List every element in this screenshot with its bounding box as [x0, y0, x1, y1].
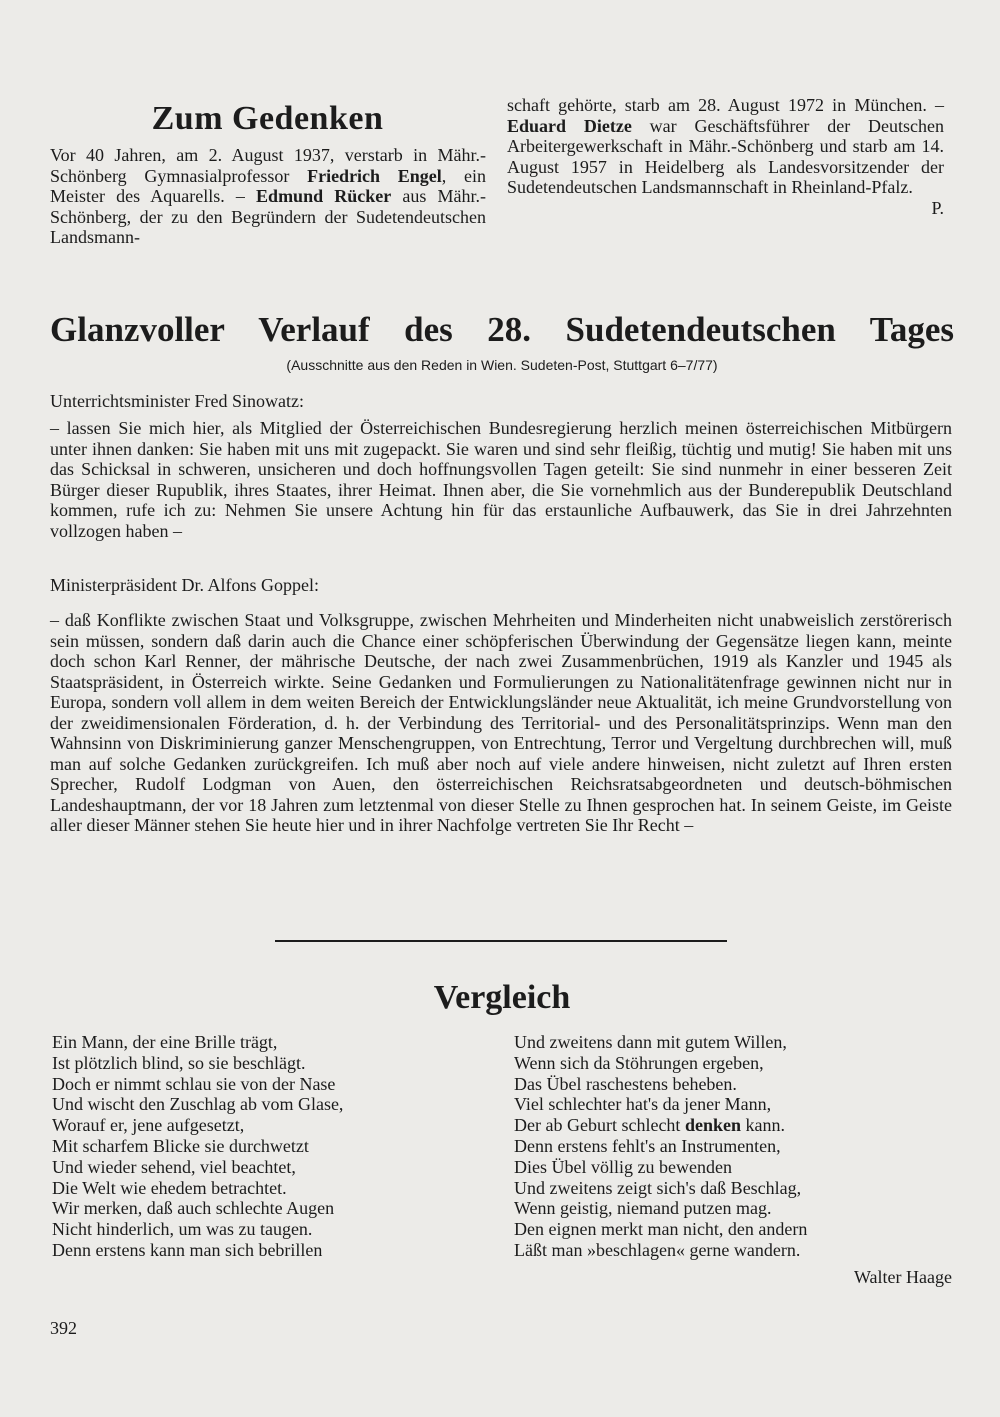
poem-line: Wenn geistig, niemand putzen mag. — [514, 1198, 772, 1219]
poem-line — [514, 1115, 807, 1136]
gedenken-column-left — [50, 145, 486, 248]
glanz-title: Glanzvoller Verlauf des 28. Sudetendeutschen Tages — [50, 310, 954, 349]
poem-text: Der ab Geburt schlecht — [514, 1115, 685, 1136]
speech-goppel: – daß Konflikte zwischen Staat und Volksgruppe, zwischen Mehrheiten und Minderheiten nicht unabweislich zerstörerisch sein müssen, sondern daß darin auch die Chance einer schöpferischen Überwindung der Gegensätze liegen kann, meinte doch schon Karl Renner, der mährische Deutsche, der nach zwei Zusammenbrüchen, 1919 als Kanzler und 1945 als Staatspräsident, in Österreich wirkte. Seine Gedanken und Formulierungen zu Nationalitätenfrage gewinnen nicht nur in Europa, sondern voll allem in dem weiten Bereich der Entwicklungsländer neue Aktualität, ich meine Grundvorstellung von der zweidimensionalen Förderation, d. h. der Verbindung des Territorial- und des Personalitätsprinzips. Wenn man den Wahnsinn von Diskriminierung ganzer Menschengruppen, von Entrechtung, Terror und Vergeltung durchbrechen will, muß man auf solche Gedanken zurückgreifen. Ich muß aber noch auf viele andere hinweisen, nicht zuletzt auf Ihren ersten Sprecher, Rudolf Lodgman von Auen, den österreichischen Reichsratsabgeordneten und deutsch-böhmischen Landeshauptmann, der vor 18 Jahren zum letztenmal von dieser Stelle zu Ihnen gesprochen hat. In seinem Geiste, im Geiste aller dieser Männer stehen Sie heute hier und in ihrer Nachfolge vertreten Sie Ihr Recht – — [50, 610, 952, 835]
poem-left-column — [52, 1032, 343, 1261]
gedenken-title: Zum Gedenken — [151, 100, 384, 137]
name-eduard-dietze: Eduard Dietze — [507, 115, 632, 136]
name-edmund-ruecker: Edmund Rücker — [256, 186, 392, 206]
gedenken-text: aus Mähr.-Schönberg, der zu den Begründern der Sudetendeutschen Landsmann- — [50, 186, 487, 247]
poem-right-column — [514, 1032, 807, 1261]
poem-line: Wenn sich da Stöhrungen ergeben, — [514, 1052, 764, 1073]
section-divider — [275, 940, 727, 942]
poem-bold-word: denken — [684, 1115, 741, 1136]
poem-line: Mit scharfem Blicke sie durchwetzt — [52, 1135, 309, 1156]
poem-line: Ein Mann, der eine Brille trägt, — [52, 1032, 278, 1052]
poem-text: kann. — [740, 1115, 785, 1136]
gedenken-text: schaft gehörte, starb am 28. August 1972 in München. – — [507, 95, 944, 115]
poem-author: Walter Haage — [854, 1267, 952, 1287]
poem-line: Wir merken, daß auch schlechte Augen — [52, 1198, 335, 1219]
vergleich-title: Vergleich — [433, 979, 571, 1016]
poem-line: Ist plötzlich blind, so sie beschlägt. — [52, 1052, 306, 1073]
speech-sinowatz: – lassen Sie mich hier, als Mitglied der Österreichischen Bundesregierung herzlich meinen österreichischen Mitbürgern unter ihnen danken: Sie haben mit uns mit zugepackt. Sie waren und sind sehr fleißig, tüchtig und mutig! Sie haben mit uns das Schicksal in schweren, unsicheren und doch hoffnungsvollen Tagen geteilt: Sie sind nunmehr in einer besseren Zeit Bürger dieser Rupublik, ihres Staates, ihrer Heimat. Ihnen aber, die Sie vornehmlich aus der Bunderepublik Deutschland kommen, rufe ich zu: Nehmen Sie unsere Achtung hin für das erstaunliche Aufbauwerk, das Sie in drei Jahrzehnten vollzogen haben – — [50, 418, 952, 541]
poem-line: Viel schlechter hat's da jener Mann, — [514, 1094, 772, 1115]
poem-line: Die Welt wie ehedem betrachtet. — [52, 1177, 287, 1198]
gedenken-signature: P. — [931, 197, 944, 218]
gedenken-column-right — [507, 95, 944, 218]
speaker-sinowatz: Unterrichtsminister Fred Sinowatz: — [50, 391, 304, 411]
poem-line: Worauf er, jene aufgesetzt, — [52, 1115, 245, 1136]
poem-line: Nicht hinderlich, um was zu taugen. — [52, 1219, 313, 1240]
speaker-goppel: Ministerpräsident Dr. Alfons Goppel: — [50, 575, 319, 595]
gedenken-text: Vor 40 Jahren, am 2. August 1937, verstarb in Mähr.-Schönberg Gymnasialprofessor — [50, 145, 486, 186]
poem-line: Denn erstens kann man sich bebrillen — [52, 1239, 323, 1260]
poem-line: Und zweitens zeigt sich's daß Beschlag, — [514, 1177, 802, 1198]
poem-line: Dies Übel völlig zu bewenden — [514, 1156, 732, 1177]
gedenken-text: war Geschäftsführer der Deutschen Arbeitergewerkschaft in Mähr.-Schönberg und starb am 14. August 1957 in Heidelberg als Landesvorsitzender der Sudetendeutschen Landsmannschaft in Rheinland-Pfalz. — [507, 115, 944, 197]
name-friedrich-engel: Friedrich Engel — [307, 165, 442, 186]
gedenken-text: , ein Meister des Aquarells. – — [50, 165, 487, 206]
poem-line: Denn erstens fehlt's an Instrumenten, — [514, 1135, 781, 1156]
poem-line: Und wischt den Zuschlag ab vom Glase, — [52, 1094, 344, 1115]
page-number: 392 — [50, 1318, 77, 1338]
poem-line: Doch er nimmt schlau sie von der Nase — [52, 1073, 336, 1094]
glanz-subtitle: (Ausschnitte aus den Reden in Wien. Sudeten-Post, Stuttgart 6–7/77) — [286, 357, 718, 373]
poem-line: Und zweitens dann mit gutem Willen, — [514, 1032, 787, 1052]
poem-line: Den eignen merkt man nicht, den andern — [514, 1219, 808, 1240]
poem-line: Das Übel raschestens beheben. — [514, 1073, 737, 1094]
poem-line: Läßt man »beschlagen« gerne wandern. — [514, 1239, 801, 1260]
poem-line: Und wieder sehend, viel beachtet, — [52, 1156, 296, 1177]
